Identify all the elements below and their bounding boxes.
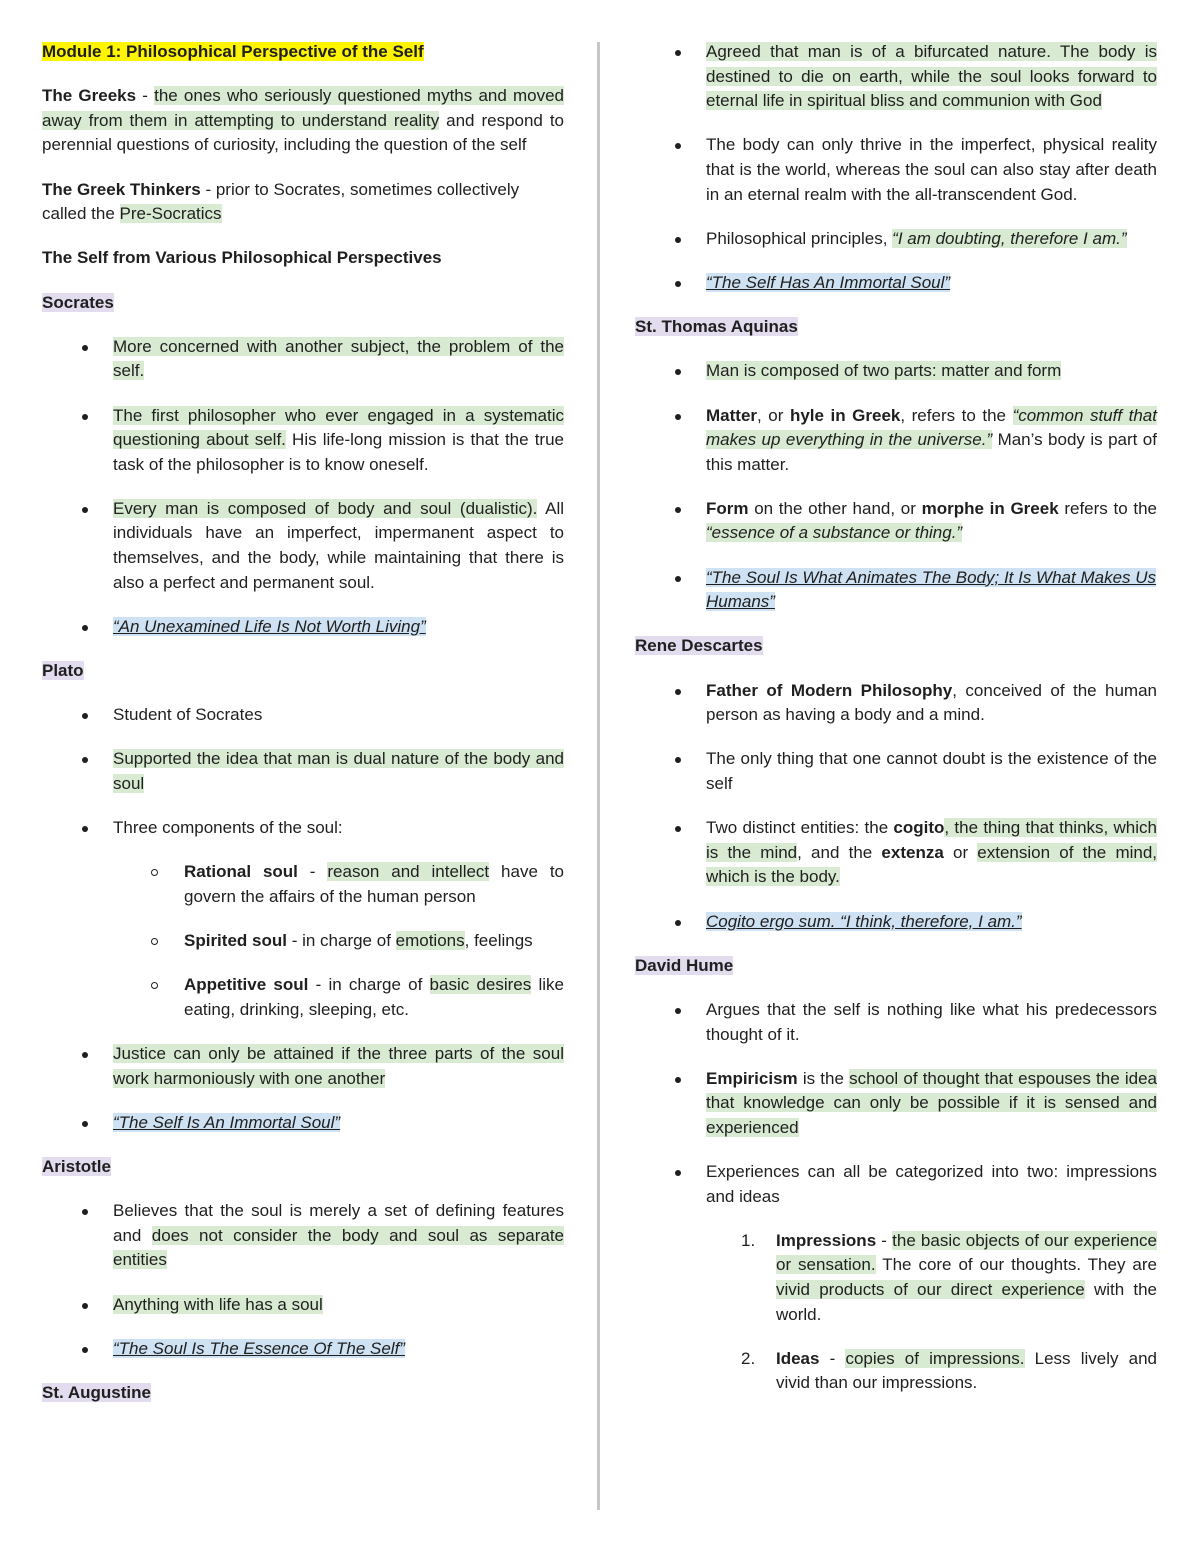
soul-components-list [42, 860, 564, 1022]
list-item: Matter, or hyle in Greek, refers to the “common stuff that makes up everything in the universe.” Man’s body is part of this matter. [635, 404, 1157, 478]
thinkers-term: The Greek Thinkers [42, 179, 201, 199]
list-item: Argues that the self is nothing like what his predecessors thought of it. [635, 998, 1157, 1047]
list-item: More concerned with another subject, the problem of the self. [42, 335, 564, 384]
list-item: Believes that the soul is merely a set of defining features and does not consider the body and soul as separate entities [42, 1199, 564, 1273]
socrates-list [42, 335, 564, 640]
greeks-paragraph: The Greeks - the ones who seriously questioned myths and moved away from them in attempting to understand reality and respond to perennial questions of curiosity, including the question of the self [42, 86, 565, 155]
left-column [42, 40, 564, 1425]
document-title: Module 1: Philosophical Perspective of the Self [42, 42, 424, 61]
list-item: 2. Ideas - copies of impressions. Less lively and vivid than our impressions. [741, 1348, 1158, 1393]
list-item: Father of Modern Philosophy, conceived of the human person as having a body and a mind. [635, 679, 1157, 728]
descartes-list [635, 679, 1157, 935]
list-item [42, 1111, 564, 1136]
list-item: Empiricism is the school of thought that espouses the idea that knowledge can only be possible if it is sensed and experienced [635, 1067, 1157, 1141]
aquinas-heading: St. Thomas Aquinas [635, 317, 798, 337]
list-item: Agreed that man is of a bifurcated nature. The body is destined to die on earth, while the soul looks forward to eternal life in spiritual bliss and communion with God [635, 40, 1157, 114]
aquinas-quote: “The Soul Is What Animates The Body; It Is What Makes Us Humans” [706, 567, 1157, 612]
augustine-heading: St. Augustine [42, 1383, 151, 1403]
list-item: Three components of the soul: [42, 816, 564, 841]
list-item: Spirited soul - in charge of emotions, feelings [42, 929, 564, 954]
list-item: Form on the other hand, or morphe in Greek refers to the “essence of a substance or thing.” [635, 497, 1157, 546]
list-item [42, 1337, 564, 1362]
augustine-quote: “The Self Has An Immortal Soul” [706, 272, 951, 292]
greeks-highlight: the ones who seriously questioned myths and moved away from them in attempting to understand reality [42, 86, 565, 130]
plato-list-continued [42, 1042, 564, 1135]
plato-list [42, 703, 564, 841]
descartes-heading: Rene Descartes [635, 636, 763, 656]
list-item [635, 910, 1157, 935]
list-item: Experiences can all be categorized into two: impressions and ideas [635, 1160, 1157, 1209]
aristotle-list [42, 1199, 564, 1361]
plato-heading: Plato [42, 661, 84, 681]
list-item: Appetitive soul - in charge of basic desires like eating, drinking, sleeping, etc. [42, 973, 564, 1022]
list-item: Anything with life has a soul [42, 1293, 564, 1318]
aristotle-heading: Aristotle [42, 1157, 111, 1177]
greeks-term: The Greeks [42, 86, 137, 106]
column-divider [597, 42, 600, 1510]
list-item: Rational soul - reason and intellect have to govern the affairs of the human person [42, 860, 564, 909]
list-item: Student of Socrates [42, 703, 564, 728]
socrates-quote: “An Unexamined Life Is Not Worth Living” [113, 616, 426, 636]
plato-quote: “The Self Is An Immortal Soul” [113, 1112, 341, 1132]
list-item: The body can only thrive in the imperfect, physical reality that is the world, whereas the soul can also stay after death in an eternal realm with the all-transcendent God. [635, 133, 1157, 207]
thinkers-paragraph: The Greek Thinkers - prior to Socrates, sometimes collectively called the Pre-Socratics [42, 179, 520, 224]
list-item: 1. Impressions - the basic objects of our experience or sensation. The core of our thoughts. They are vivid products of our direct experience with the world. [741, 1230, 1158, 1324]
list-item [635, 566, 1157, 615]
list-item: Philosophical principles, “I am doubting, therefore I am.” [635, 227, 1157, 252]
list-item: Justice can only be attained if the three parts of the soul work harmoniously with one another [42, 1042, 564, 1091]
aristotle-quote: “The Soul Is The Essence Of The Self” [113, 1338, 405, 1358]
perspectives-heading: The Self from Various Philosophical Perspectives [42, 248, 442, 268]
list-item: Two distinct entities: the cogito, the thing that thinks, which is the mind, and the extenza or extension of the mind, which is the body. [635, 816, 1157, 890]
hume-numbered-list [635, 1229, 1157, 1396]
list-item: The first philosopher who ever engaged in a systematic questioning about self. His life-long mission is that the true task of the philosopher is to know oneself. [42, 404, 564, 478]
list-item [42, 615, 564, 640]
augustine-list [635, 40, 1157, 296]
list-item: The only thing that one cannot doubt is the existence of the self [635, 747, 1157, 796]
aquinas-list [635, 359, 1157, 615]
list-item: Man is composed of two parts: matter and form [635, 359, 1157, 384]
socrates-heading: Socrates [42, 292, 114, 312]
list-item [635, 271, 1157, 296]
hume-heading: David Hume [635, 955, 734, 975]
list-item: Supported the idea that man is dual nature of the body and soul [42, 747, 564, 796]
right-column [635, 40, 1157, 1416]
hume-list [635, 998, 1157, 1209]
list-item: Every man is composed of body and soul (dualistic). All individuals have an imperfect, impermanent aspect to themselves, and the body, while maintaining that there is also a perfect and permanent soul. [42, 497, 564, 595]
descartes-quote: Cogito ergo sum. “I think, therefore, I am.” [706, 911, 1022, 931]
